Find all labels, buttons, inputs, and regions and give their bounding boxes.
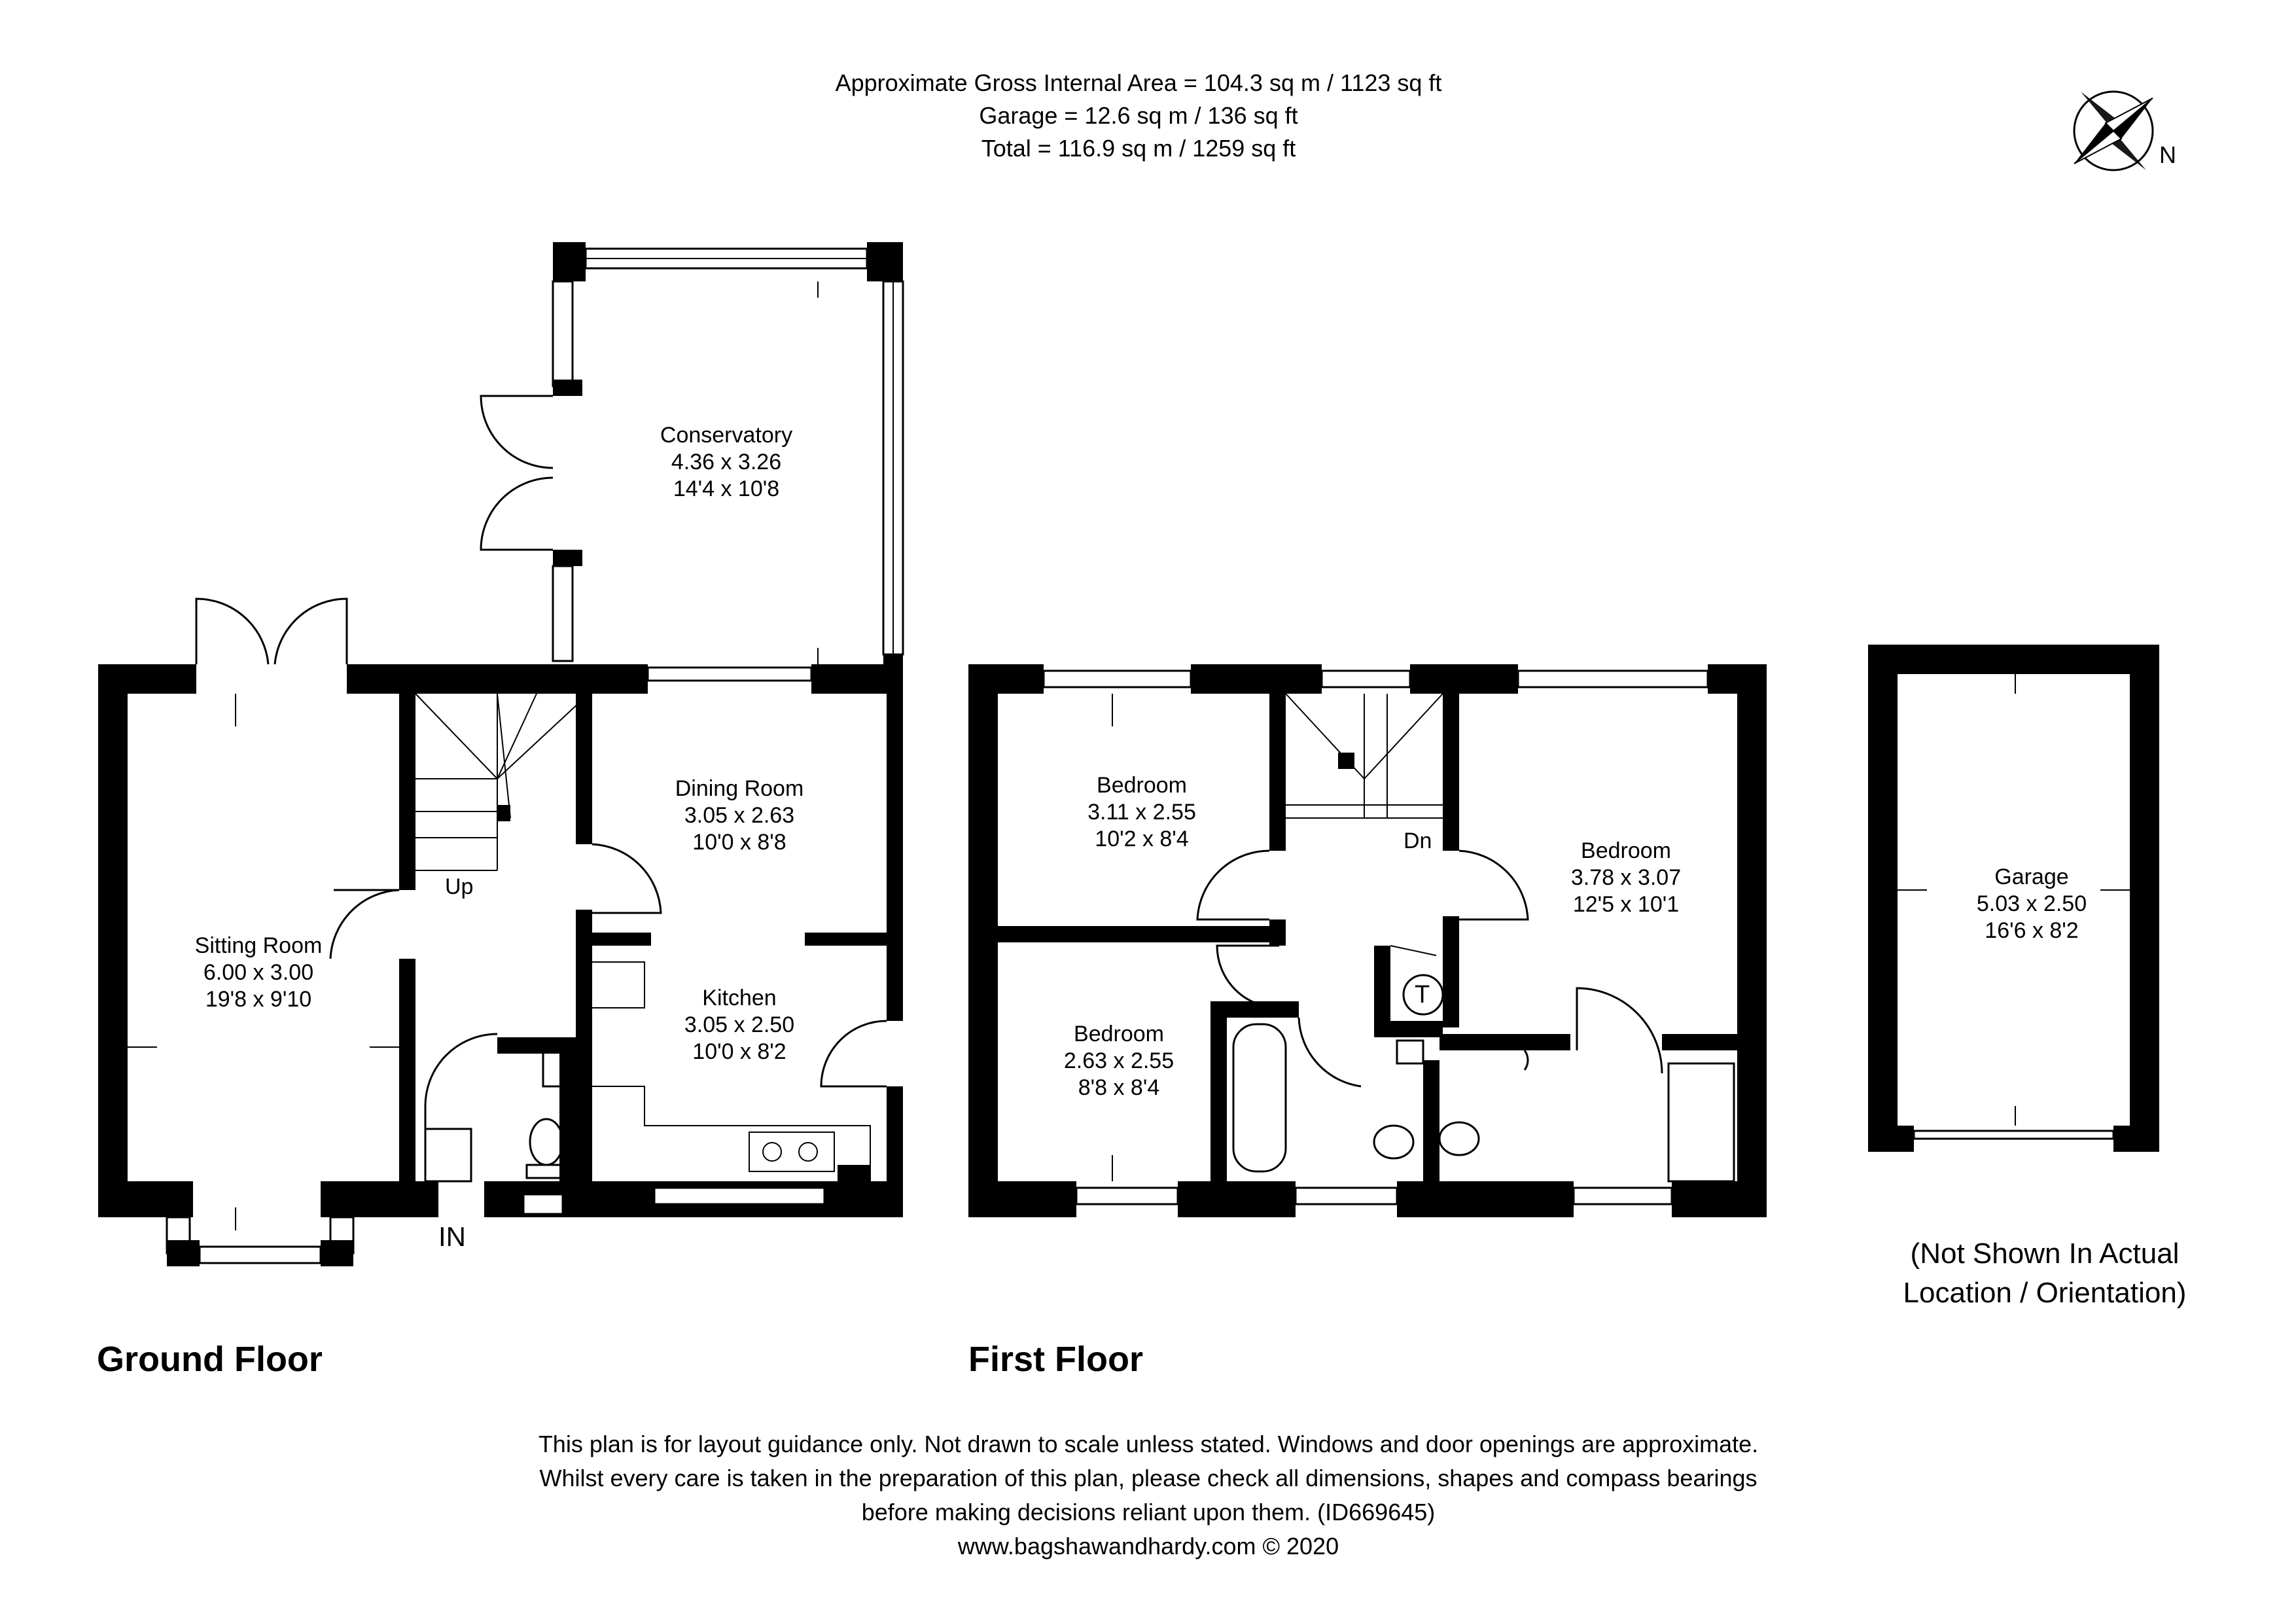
room-dining-room [675,776,804,855]
total-area-text: Total = 116.9 sq m / 1259 sq ft [981,135,1296,162]
room-bedroom-1 [1087,772,1196,852]
room-imperial: 16'6 x 8'2 [1985,918,2079,943]
room-metric: 6.00 x 3.00 [203,959,314,985]
first-floor-plan [968,664,1767,1217]
room-imperial: 10'0 x 8'8 [692,829,786,855]
room-name: Bedroom [1581,838,1671,863]
disclaimer-line2: Whilst every care is taken in the preparation of this plan, please check all dimensions, shapes and compass bearings [539,1465,1757,1491]
room-imperial: 19'8 x 9'10 [205,986,312,1012]
gross-area-text: Approximate Gross Internal Area = 104.3 sq m / 1123 sq ft [835,69,1442,96]
room-metric: 3.05 x 2.63 [684,802,795,828]
room-name: Bedroom [1074,1022,1164,1046]
room-name: Dining Room [675,776,804,801]
disclaimer-line3: before making decisions reliant upon them. (ID669645) [861,1499,1436,1525]
tank-label: T [1415,981,1430,1008]
first-floor-title: First Floor [968,1340,1143,1379]
entrance-label: IN [438,1221,466,1252]
room-metric: 5.03 x 2.50 [1976,891,2087,916]
compass-north-label: N [2159,141,2176,168]
room-metric: 2.63 x 2.55 [1063,1048,1174,1073]
ground-floor-title: Ground Floor [97,1340,323,1379]
room-kitchen [684,985,794,1065]
room-bedroom-3 [1064,1021,1174,1101]
garage-note-line1: (Not Shown In Actual [1910,1238,2180,1270]
room-metric: 3.78 x 3.07 [1570,865,1682,890]
room-imperial: 10'2 x 8'4 [1095,826,1189,851]
garage-note-line2: Location / Orientation) [1903,1277,2187,1309]
room-garage [1977,864,2087,944]
room-sitting-room [195,933,323,1012]
room-name: Conservatory [660,423,793,448]
room-name: Garage [1994,865,2069,889]
room-imperial: 14'4 x 10'8 [673,476,780,501]
room-imperial: 10'0 x 8'2 [692,1039,786,1064]
ground-floor-plan [98,242,903,1266]
room-imperial: 8'8 x 8'4 [1078,1075,1160,1100]
room-conservatory [660,422,792,502]
room-metric: 3.05 x 2.50 [684,1012,795,1037]
room-metric: 4.36 x 3.26 [671,449,782,474]
room-imperial: 12'5 x 10'1 [1572,891,1680,917]
stairs-up-label: Up [445,874,474,899]
garage-area-text: Garage = 12.6 sq m / 136 sq ft [979,102,1298,129]
stairs-down-label: Dn [1404,829,1432,853]
room-name: Bedroom [1097,773,1187,798]
room-name: Sitting Room [194,933,323,958]
room-name: Kitchen [702,986,777,1010]
website-credit[interactable]: www.bagshawandhardy.com © 2020 [957,1533,1339,1560]
disclaimer-line1: This plan is for layout guidance only. Not drawn to scale unless stated. Windows and door openings are approximate. [538,1431,1759,1457]
room-metric: 3.11 x 2.55 [1087,799,1196,825]
room-bedroom-2 [1571,838,1681,918]
compass-icon [2074,92,2153,170]
